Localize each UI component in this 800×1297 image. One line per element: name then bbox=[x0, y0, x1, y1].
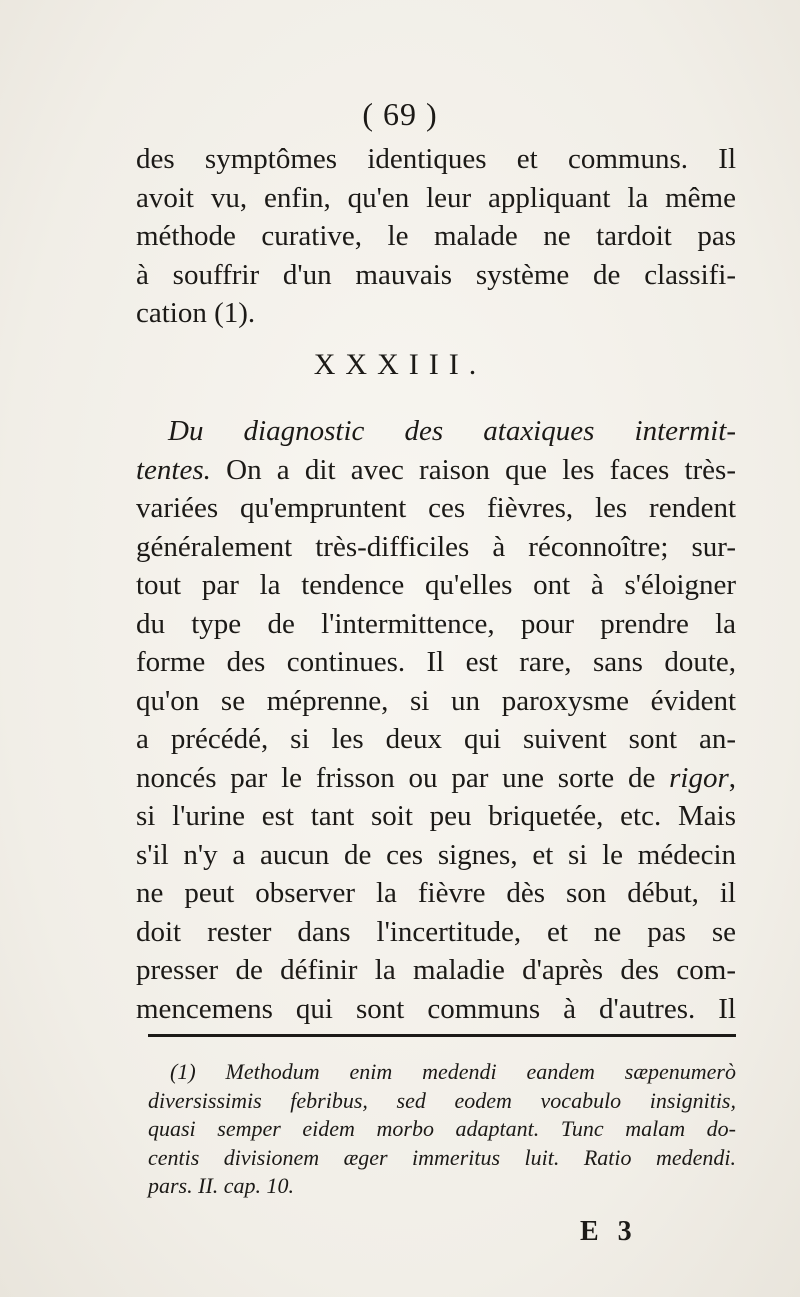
footnote bbox=[148, 1058, 736, 1201]
text-line: forme des continues. Il est rare, sans doute, bbox=[136, 646, 736, 678]
text-line: généralement très-difficiles à réconnoître; sur- bbox=[136, 530, 736, 563]
text-line: à souffrir d'un mauvais système de classifi- bbox=[136, 258, 736, 291]
text-run: , bbox=[728, 761, 736, 794]
page-number: ( 69 ) bbox=[362, 96, 438, 132]
text-line bbox=[136, 759, 736, 798]
italic-heading: tentes. bbox=[136, 453, 211, 486]
italic-word: rigor bbox=[669, 761, 729, 794]
section-heading: XXXIII. bbox=[313, 348, 487, 381]
text-line: méthode curative, le malade ne tardoit pas bbox=[136, 220, 736, 252]
footnote-line: pars. II. cap. 10. bbox=[148, 1173, 295, 1198]
text-line bbox=[136, 412, 736, 451]
paragraph-diagnostic bbox=[136, 412, 736, 1028]
text-line: cation (1). bbox=[136, 297, 256, 329]
footnote-line: (1) Methodum enim medendi eandem sæpenumerò bbox=[170, 1059, 736, 1084]
paragraph-continuation bbox=[136, 140, 736, 333]
footnote-rule bbox=[148, 1034, 736, 1037]
text-line: des symptômes identiques et communs. Il bbox=[136, 143, 736, 175]
text-line: qu'on se méprenne, si un paroxysme évident bbox=[136, 684, 736, 717]
signature-mark: E 3 bbox=[580, 1216, 638, 1247]
text-line: ne peut observer la fièvre dès son début, il bbox=[136, 877, 736, 909]
text-line: s'il n'y a aucun de ces signes, et si le médecin bbox=[136, 838, 736, 871]
text-line: doit rester dans l'incertitude, et ne pas se bbox=[136, 915, 736, 948]
text-line: variées qu'empruntent ces fièvres, les rendent bbox=[136, 492, 736, 524]
footnote-line: centis divisionem æger immeritus luit. Ratio medendi. bbox=[148, 1144, 736, 1170]
footnote-line: quasi semper eidem morbo adaptant. Tunc malam do- bbox=[148, 1116, 736, 1141]
italic-heading: Du diagnostic des ataxiques intermit- bbox=[168, 415, 736, 447]
footnote-line: diversissimis febribus, sed eodem vocabulo insignitis, bbox=[148, 1087, 736, 1113]
text-line: du type de l'intermittence, pour prendre la bbox=[136, 607, 736, 640]
text-run: noncés par le frisson ou par une sorte de bbox=[136, 761, 670, 794]
text-line: a précédé, si les deux qui suivent sont an- bbox=[136, 723, 736, 755]
text-run: On a dit avec raison que les faces très- bbox=[210, 453, 736, 486]
text-line: si l'urine est tant soit peu briquetée, etc. Mais bbox=[136, 800, 736, 832]
text-line bbox=[136, 451, 736, 490]
text-line: tout par la tendence qu'elles ont à s'éloigner bbox=[136, 569, 736, 601]
text-line: avoit vu, enfin, qu'en leur appliquant la même bbox=[136, 181, 736, 214]
text-line: presser de définir la maladie d'après des com- bbox=[136, 954, 736, 986]
text-line: mencemens qui sont communs à d'autres. Il bbox=[136, 992, 736, 1025]
